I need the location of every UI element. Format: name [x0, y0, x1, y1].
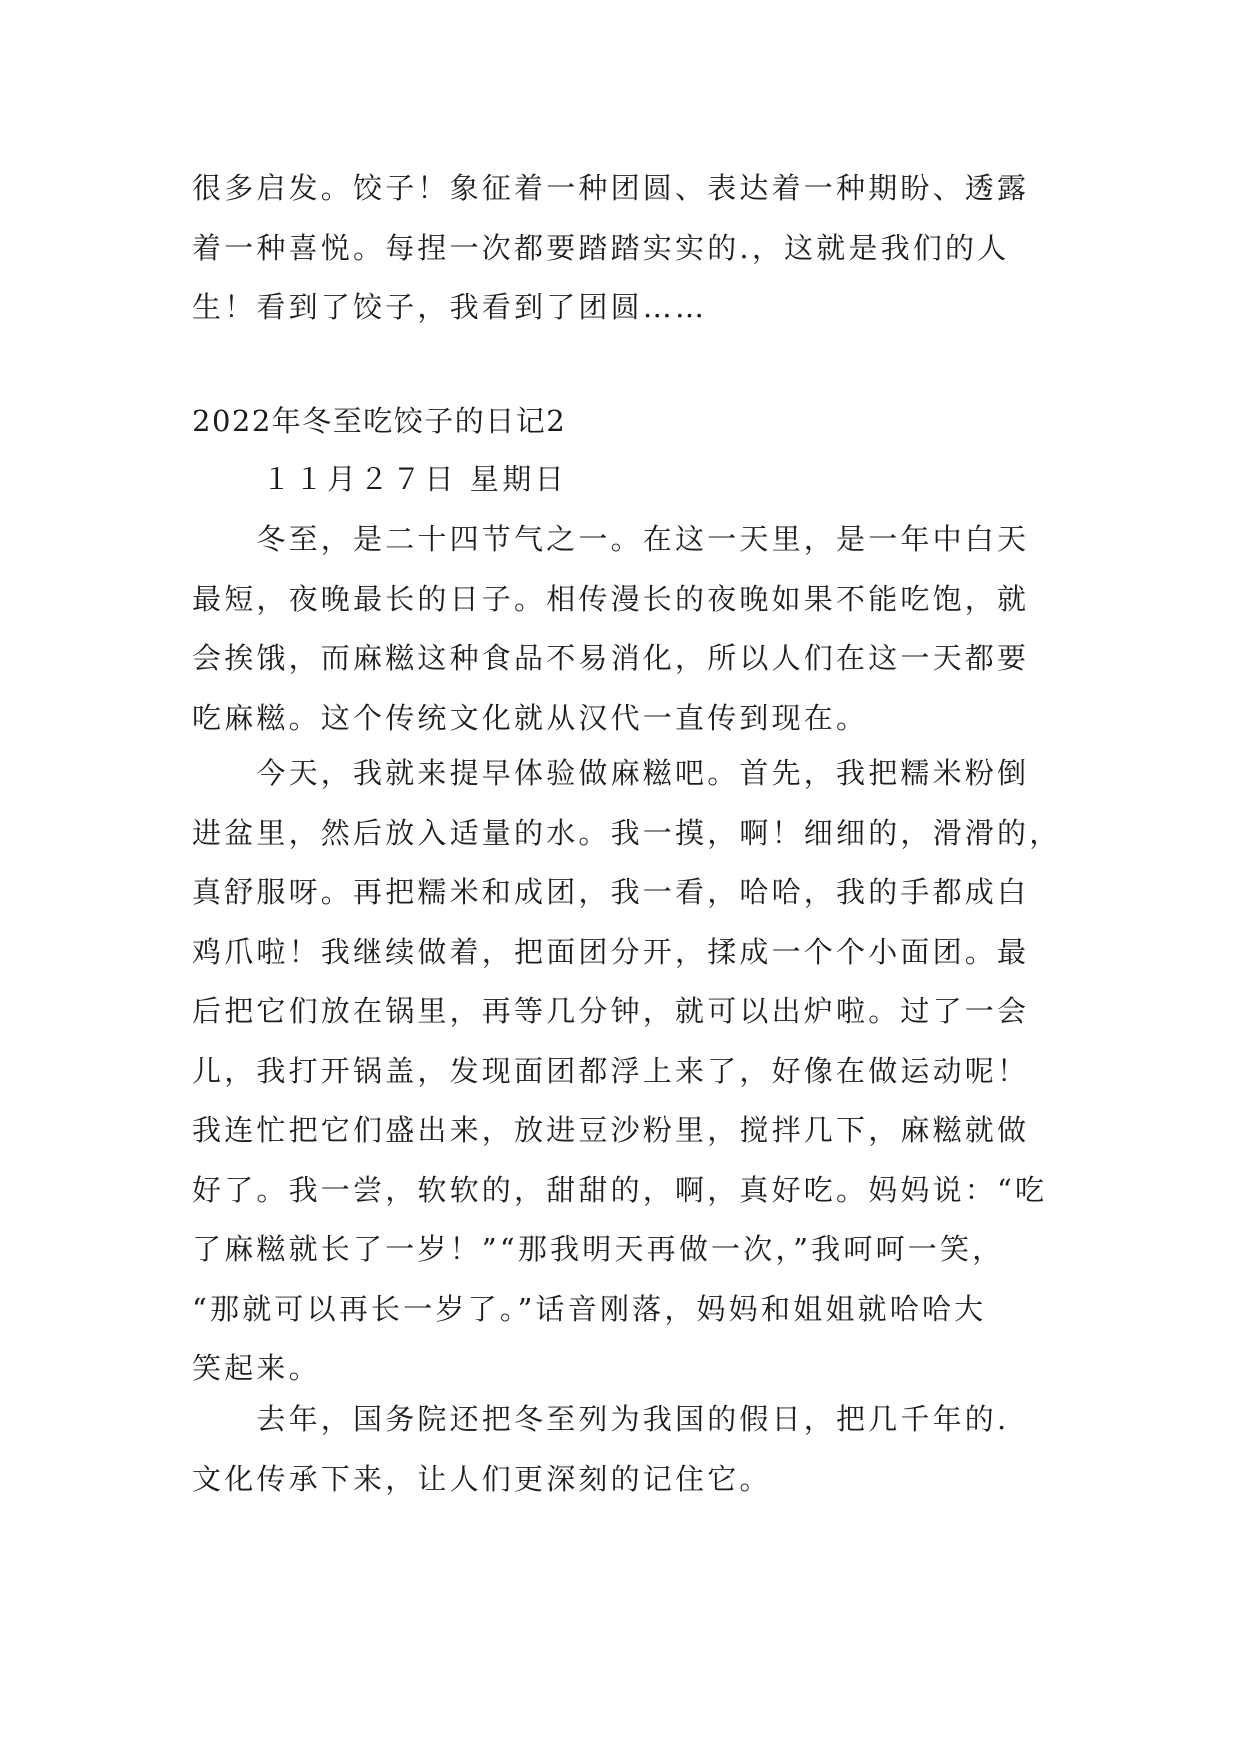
text-line: 着一种喜悦。每捏一次都要踏踏实实的.，这就是我们的人	[192, 230, 1010, 265]
paragraph-2	[192, 744, 1062, 1399]
text-line: 文化传承下来，让人们更深刻的记住它。	[192, 1461, 772, 1496]
text-line: 儿，我打开锅盖，发现面团都浮上来了，好像在做运动呢！	[192, 1053, 1030, 1088]
text-line: 最短，夜晚最长的日子。相传漫长的夜晚如果不能吃饱，就	[192, 581, 1030, 616]
paragraph-3	[192, 1390, 1052, 1509]
text-line: 冬至，是二十四节气之一。在这一天里，是一年中白天	[192, 522, 1030, 556]
text-line: 吃麻糍。这个传统文化就从汉代一直传到现在。	[192, 700, 869, 735]
text-line: 生！看到了饺子，我看到了团圆……	[192, 290, 708, 324]
text-line: 很多启发。饺子！象征着一种团圆、表达着一种期盼、透露	[192, 171, 1030, 205]
text-line: 去年，国务院还把冬至列为我国的假日，把几千年的.	[192, 1402, 1010, 1436]
text-line: 了麻糍就长了一岁！”“那我明天再做一次，”我呵呵一笑，	[192, 1232, 1005, 1266]
text-line: “那就可以再长一岁了。”话音刚落，妈妈和姐姐就哈哈大	[192, 1291, 987, 1326]
diary-date: １１月２７日 星期日	[262, 462, 568, 496]
text-line: 后把它们放在锅里，再等几分钟，就可以出炉啦。过了一会	[192, 994, 1030, 1028]
text-line: 真舒服呀。再把糯米和成团，我一看，哈哈，我的手都成白	[192, 875, 1030, 909]
text-line: 今天，我就来提早体验做麻糍吧。首先，我把糯米粉倒	[192, 756, 1030, 790]
text-line: 笑起来。	[192, 1351, 321, 1385]
text-line: 鸡爪啦！我继续做着，把面团分开，揉成一个个小面团。最	[192, 934, 1030, 969]
text-line: 好了。我一尝，软软的，甜甜的，啊，真好吃。妈妈说：“吃	[192, 1172, 1048, 1207]
continuation-paragraph	[192, 159, 1052, 338]
text-line: 进盆里，然后放入适量的水。我一摸，啊！细细的，滑滑的，	[192, 815, 1062, 850]
text-line: 我连忙把它们盛出来，放进豆沙粉里，搅拌几下，麻糍就做	[192, 1113, 1030, 1147]
text-line: 会挨饿，而麻糍这种食品不易消化，所以人们在这一天都要	[192, 641, 1030, 675]
diary-heading: 2022年冬至吃饺子的日记2	[192, 404, 567, 438]
paragraph-1	[192, 510, 1052, 748]
